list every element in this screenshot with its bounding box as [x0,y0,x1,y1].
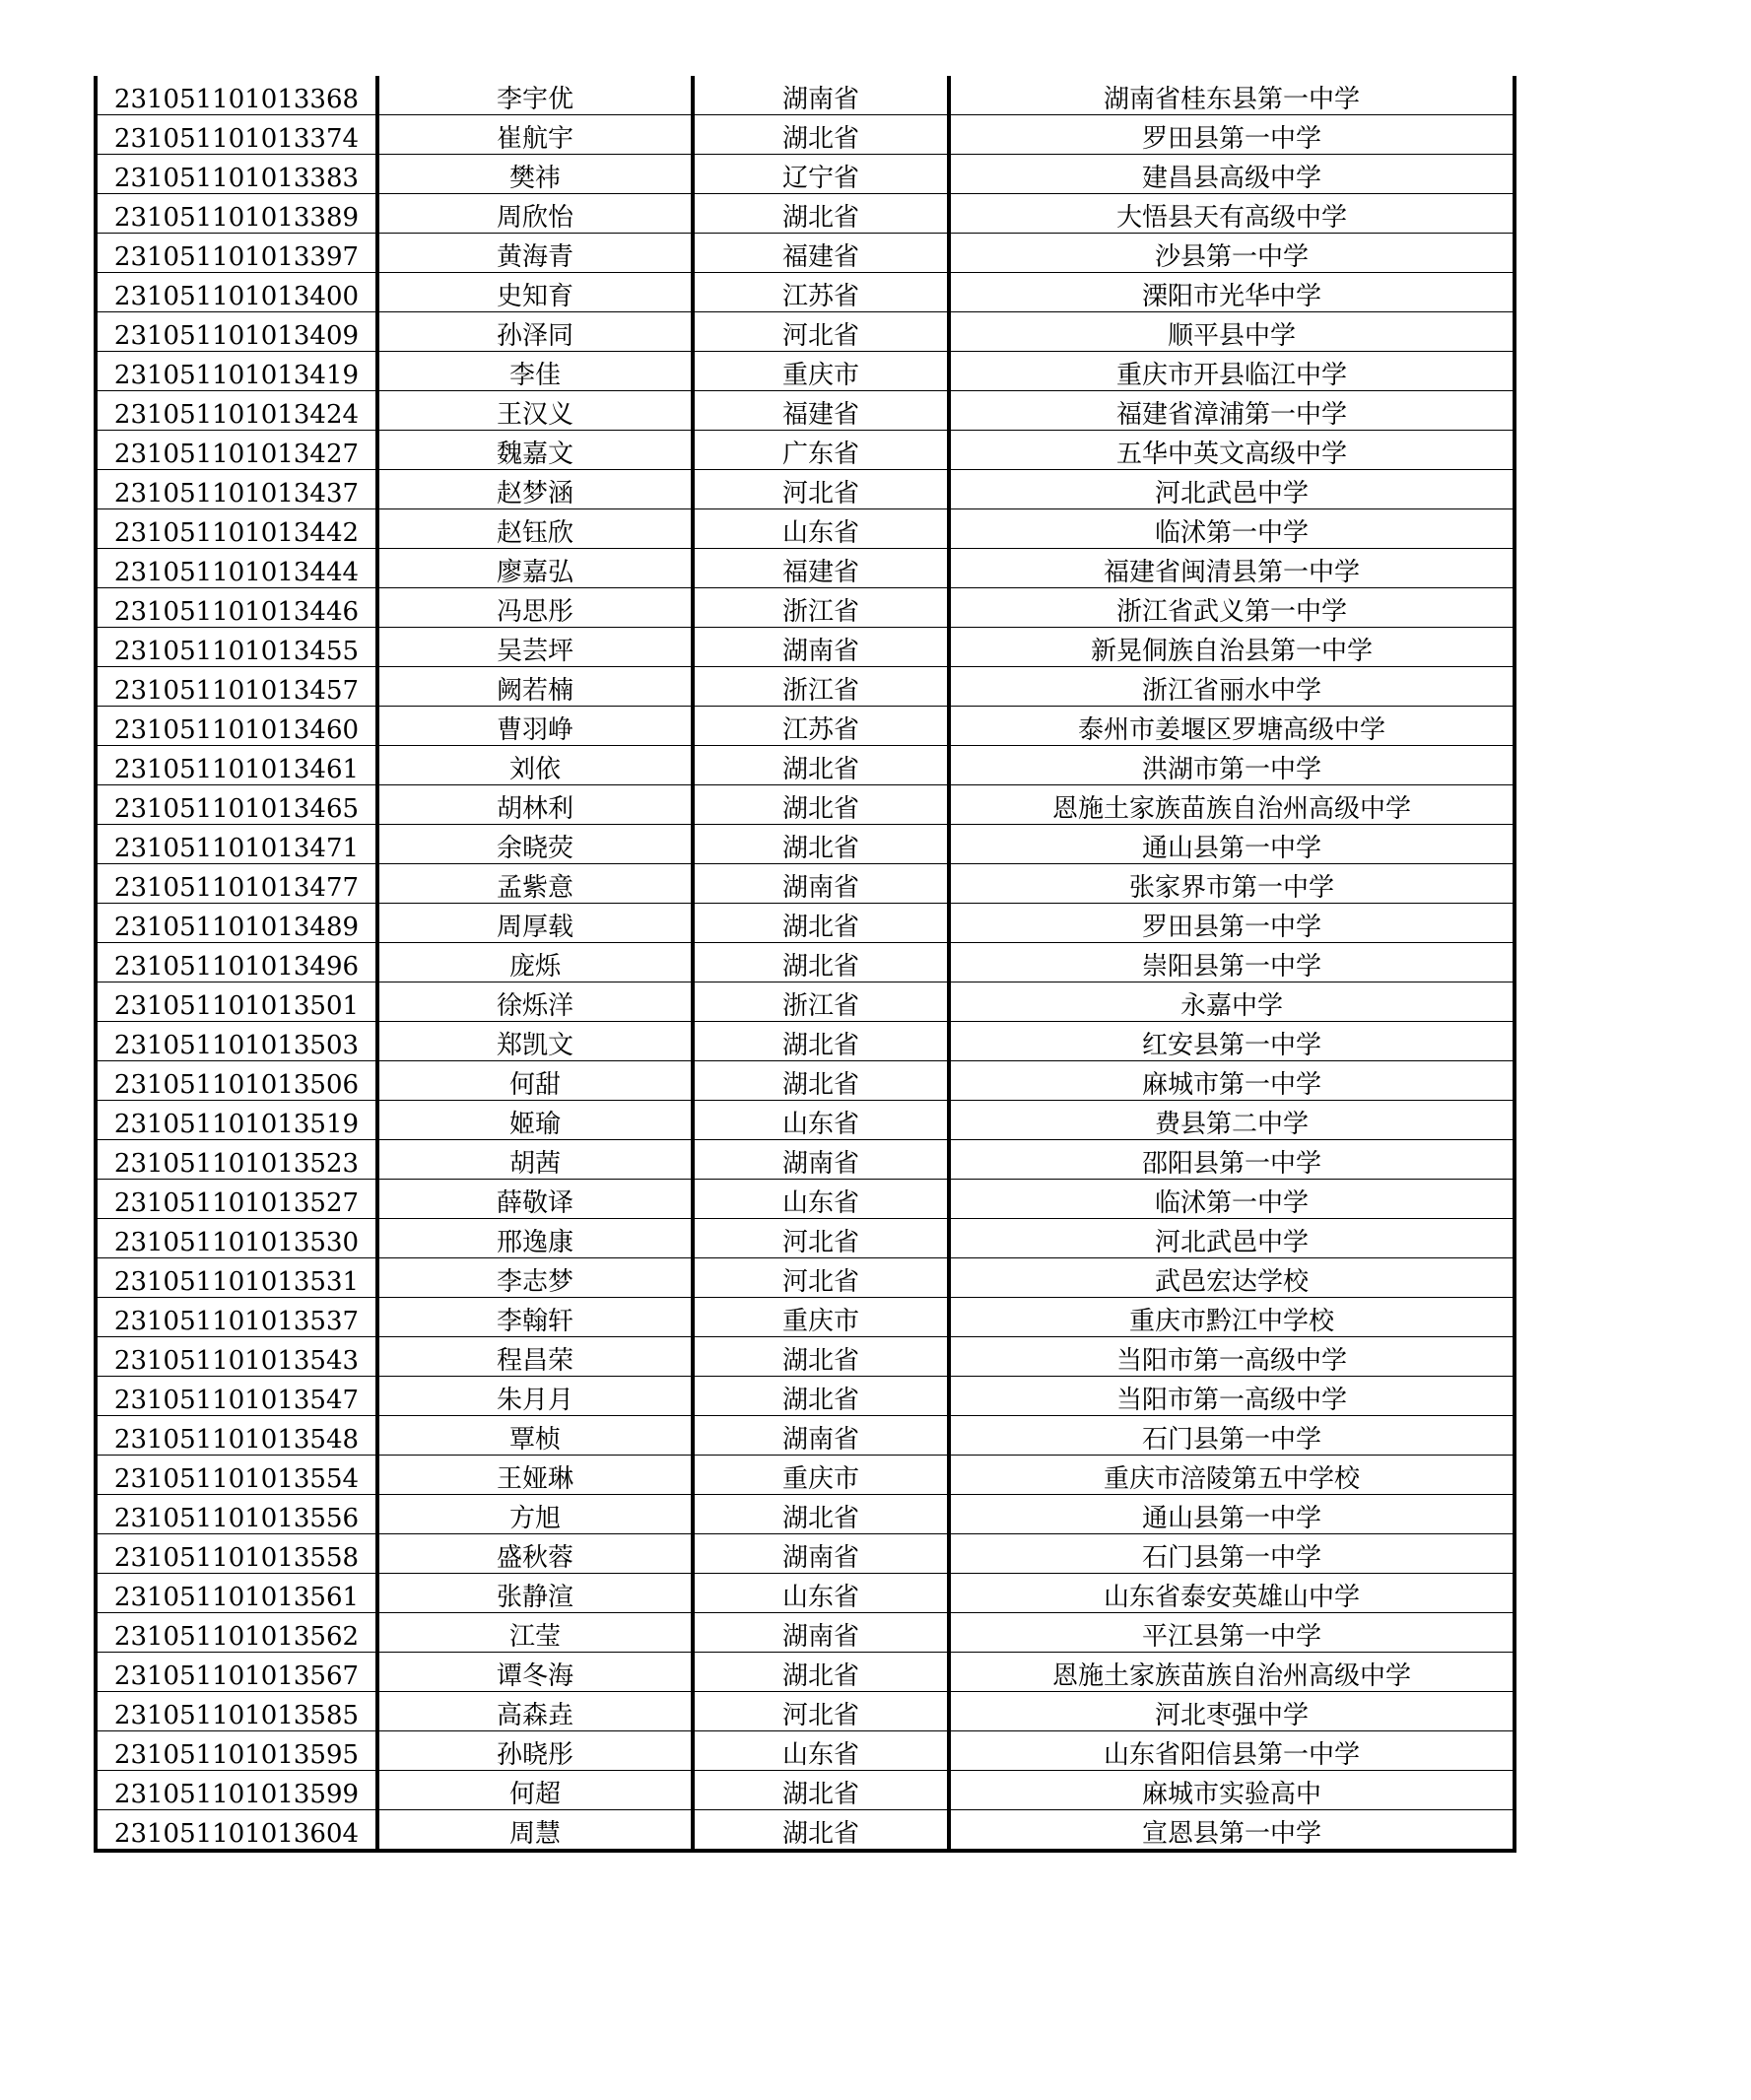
student-name-cell: 胡茜 [377,1140,693,1180]
school-cell: 福建省闽清县第一中学 [949,549,1515,588]
student-name-cell: 王汉义 [377,391,693,431]
student-name-cell: 朱月月 [377,1377,693,1416]
school-cell: 重庆市涪陵第五中学校 [949,1456,1515,1495]
student-id-cell: 231051101013506 [96,1061,377,1101]
school-cell: 河北武邑中学 [949,1219,1515,1258]
table-row [96,1061,1515,1101]
table-row [96,391,1515,431]
table-row [96,115,1515,155]
province-cell: 浙江省 [693,667,949,707]
school-cell: 崇阳县第一中学 [949,943,1515,982]
roster-table-body [96,76,1515,1851]
student-id-cell: 231051101013585 [96,1692,377,1731]
province-cell: 河北省 [693,312,949,352]
student-name-cell: 孟紫意 [377,864,693,904]
province-cell: 湖南省 [693,1140,949,1180]
student-name-cell: 何甜 [377,1061,693,1101]
school-cell: 沙县第一中学 [949,234,1515,273]
province-cell: 福建省 [693,549,949,588]
student-id-cell: 231051101013496 [96,943,377,982]
student-id-cell: 231051101013374 [96,115,377,155]
province-cell: 浙江省 [693,588,949,628]
student-id-cell: 231051101013599 [96,1771,377,1810]
student-id-cell: 231051101013389 [96,194,377,234]
province-cell: 重庆市 [693,1456,949,1495]
province-cell: 辽宁省 [693,155,949,194]
table-row [96,352,1515,391]
student-name-cell: 余晓荧 [377,825,693,864]
school-cell: 红安县第一中学 [949,1022,1515,1061]
table-row [96,1692,1515,1731]
student-name-cell: 方旭 [377,1495,693,1534]
school-cell: 福建省漳浦第一中学 [949,391,1515,431]
table-row [96,509,1515,549]
student-name-cell: 李宇优 [377,76,693,115]
student-name-cell: 程昌荣 [377,1337,693,1377]
school-cell: 溧阳市光华中学 [949,273,1515,312]
student-id-cell: 231051101013530 [96,1219,377,1258]
table-row [96,825,1515,864]
school-cell: 五华中英文高级中学 [949,431,1515,470]
student-id-cell: 231051101013424 [96,391,377,431]
student-id-cell: 231051101013595 [96,1731,377,1771]
table-row [96,1771,1515,1810]
student-id-cell: 231051101013556 [96,1495,377,1534]
table-row [96,1731,1515,1771]
province-cell: 广东省 [693,431,949,470]
school-cell: 武邑宏达学校 [949,1258,1515,1298]
province-cell: 山东省 [693,509,949,549]
province-cell: 湖北省 [693,785,949,825]
student-id-cell: 231051101013567 [96,1653,377,1692]
student-id-cell: 231051101013427 [96,431,377,470]
student-name-cell: 张静渲 [377,1574,693,1613]
student-name-cell: 邢逸康 [377,1219,693,1258]
student-id-cell: 231051101013444 [96,549,377,588]
province-cell: 湖南省 [693,76,949,115]
school-cell: 宣恩县第一中学 [949,1810,1515,1852]
school-cell: 山东省泰安英雄山中学 [949,1574,1515,1613]
student-id-cell: 231051101013543 [96,1337,377,1377]
school-cell: 重庆市开县临江中学 [949,352,1515,391]
student-name-cell: 李翰轩 [377,1298,693,1337]
student-name-cell: 李志梦 [377,1258,693,1298]
school-cell: 恩施土家族苗族自治州高级中学 [949,785,1515,825]
student-id-cell: 231051101013501 [96,982,377,1022]
student-id-cell: 231051101013531 [96,1258,377,1298]
school-cell: 麻城市第一中学 [949,1061,1515,1101]
student-name-cell: 史知育 [377,273,693,312]
table-row [96,76,1515,115]
student-name-cell: 高森垚 [377,1692,693,1731]
student-id-cell: 231051101013465 [96,785,377,825]
student-id-cell: 231051101013477 [96,864,377,904]
table-row [96,746,1515,785]
school-cell: 大悟县天有高级中学 [949,194,1515,234]
table-row [96,864,1515,904]
school-cell: 浙江省武义第一中学 [949,588,1515,628]
student-id-cell: 231051101013368 [96,76,377,115]
school-cell: 新晃侗族自治县第一中学 [949,628,1515,667]
student-id-cell: 231051101013437 [96,470,377,509]
province-cell: 湖北省 [693,1061,949,1101]
school-cell: 河北武邑中学 [949,470,1515,509]
student-name-cell: 周欣怡 [377,194,693,234]
student-name-cell: 胡林利 [377,785,693,825]
student-name-cell: 孙泽同 [377,312,693,352]
student-name-cell: 盛秋蓉 [377,1534,693,1574]
student-id-cell: 231051101013519 [96,1101,377,1140]
school-cell: 临沭第一中学 [949,509,1515,549]
province-cell: 湖北省 [693,943,949,982]
province-cell: 湖北省 [693,1771,949,1810]
roster-table [94,76,1516,1853]
school-cell: 恩施土家族苗族自治州高级中学 [949,1653,1515,1692]
province-cell: 湖南省 [693,1613,949,1653]
province-cell: 河北省 [693,470,949,509]
province-cell: 山东省 [693,1574,949,1613]
table-row [96,431,1515,470]
province-cell: 江苏省 [693,707,949,746]
table-row [96,785,1515,825]
table-row [96,1298,1515,1337]
student-id-cell: 231051101013537 [96,1298,377,1337]
province-cell: 湖北省 [693,1337,949,1377]
student-id-cell: 231051101013460 [96,707,377,746]
student-name-cell: 王娅琳 [377,1456,693,1495]
school-cell: 邵阳县第一中学 [949,1140,1515,1180]
table-row [96,588,1515,628]
student-name-cell: 黄海青 [377,234,693,273]
student-name-cell: 刘依 [377,746,693,785]
table-row [96,1337,1515,1377]
table-row [96,1456,1515,1495]
student-id-cell: 231051101013547 [96,1377,377,1416]
school-cell: 临沭第一中学 [949,1180,1515,1219]
table-row [96,273,1515,312]
student-name-cell: 覃桢 [377,1416,693,1456]
student-name-cell: 曹羽峥 [377,707,693,746]
student-name-cell: 魏嘉文 [377,431,693,470]
province-cell: 福建省 [693,234,949,273]
student-id-cell: 231051101013503 [96,1022,377,1061]
student-name-cell: 薛敬译 [377,1180,693,1219]
table-row [96,1574,1515,1613]
school-cell: 山东省阳信县第一中学 [949,1731,1515,1771]
student-name-cell: 赵钰欣 [377,509,693,549]
student-id-cell: 231051101013461 [96,746,377,785]
province-cell: 湖北省 [693,904,949,943]
table-row [96,707,1515,746]
province-cell: 湖北省 [693,746,949,785]
province-cell: 湖北省 [693,1810,949,1852]
school-cell: 泰州市姜堰区罗塘高级中学 [949,707,1515,746]
student-name-cell: 廖嘉弘 [377,549,693,588]
student-id-cell: 231051101013397 [96,234,377,273]
student-name-cell: 樊祎 [377,155,693,194]
table-row [96,470,1515,509]
table-row [96,194,1515,234]
table-row [96,1534,1515,1574]
province-cell: 山东省 [693,1731,949,1771]
school-cell: 永嘉中学 [949,982,1515,1022]
student-id-cell: 231051101013383 [96,155,377,194]
student-name-cell: 阙若楠 [377,667,693,707]
province-cell: 湖南省 [693,1534,949,1574]
table-row [96,1416,1515,1456]
student-id-cell: 231051101013604 [96,1810,377,1852]
student-name-cell: 赵梦涵 [377,470,693,509]
student-name-cell: 冯思彤 [377,588,693,628]
table-row [96,1180,1515,1219]
province-cell: 福建省 [693,391,949,431]
school-cell: 罗田县第一中学 [949,904,1515,943]
school-cell: 罗田县第一中学 [949,115,1515,155]
student-name-cell: 孙晓彤 [377,1731,693,1771]
province-cell: 湖北省 [693,115,949,155]
table-row [96,1653,1515,1692]
province-cell: 湖北省 [693,825,949,864]
school-cell: 河北枣强中学 [949,1692,1515,1731]
student-name-cell: 崔航宇 [377,115,693,155]
province-cell: 山东省 [693,1180,949,1219]
province-cell: 浙江省 [693,982,949,1022]
student-name-cell: 江莹 [377,1613,693,1653]
table-row [96,1613,1515,1653]
student-id-cell: 231051101013457 [96,667,377,707]
student-id-cell: 231051101013527 [96,1180,377,1219]
student-id-cell: 231051101013558 [96,1534,377,1574]
school-cell: 洪湖市第一中学 [949,746,1515,785]
province-cell: 重庆市 [693,1298,949,1337]
student-id-cell: 231051101013400 [96,273,377,312]
table-row [96,1101,1515,1140]
student-id-cell: 231051101013442 [96,509,377,549]
school-cell: 通山县第一中学 [949,825,1515,864]
school-cell: 重庆市黔江中学校 [949,1298,1515,1337]
school-cell: 通山县第一中学 [949,1495,1515,1534]
province-cell: 江苏省 [693,273,949,312]
student-id-cell: 231051101013455 [96,628,377,667]
student-id-cell: 231051101013554 [96,1456,377,1495]
table-row [96,1022,1515,1061]
province-cell: 河北省 [693,1692,949,1731]
province-cell: 河北省 [693,1258,949,1298]
student-name-cell: 吴芸坪 [377,628,693,667]
table-row [96,982,1515,1022]
province-cell: 山东省 [693,1101,949,1140]
school-cell: 顺平县中学 [949,312,1515,352]
province-cell: 湖北省 [693,1377,949,1416]
student-id-cell: 231051101013419 [96,352,377,391]
school-cell: 张家界市第一中学 [949,864,1515,904]
table-row [96,1140,1515,1180]
table-row [96,943,1515,982]
school-cell: 湖南省桂东县第一中学 [949,76,1515,115]
province-cell: 湖北省 [693,1495,949,1534]
student-id-cell: 231051101013471 [96,825,377,864]
province-cell: 湖南省 [693,864,949,904]
table-row [96,1219,1515,1258]
province-cell: 重庆市 [693,352,949,391]
student-id-cell: 231051101013561 [96,1574,377,1613]
table-row [96,1810,1515,1852]
table-row [96,1495,1515,1534]
table-row [96,1258,1515,1298]
province-cell: 湖北省 [693,194,949,234]
student-name-cell: 庞烁 [377,943,693,982]
province-cell: 湖南省 [693,628,949,667]
school-cell: 建昌县高级中学 [949,155,1515,194]
school-cell: 平江县第一中学 [949,1613,1515,1653]
student-id-cell: 231051101013562 [96,1613,377,1653]
province-cell: 湖北省 [693,1022,949,1061]
province-cell: 湖北省 [693,1653,949,1692]
student-id-cell: 231051101013446 [96,588,377,628]
school-cell: 费县第二中学 [949,1101,1515,1140]
table-row [96,628,1515,667]
student-name-cell: 郑凯文 [377,1022,693,1061]
table-row [96,904,1515,943]
school-cell: 当阳市第一高级中学 [949,1377,1515,1416]
school-cell: 石门县第一中学 [949,1534,1515,1574]
table-row [96,312,1515,352]
student-name-cell: 何超 [377,1771,693,1810]
student-name-cell: 徐烁洋 [377,982,693,1022]
student-name-cell: 姬瑜 [377,1101,693,1140]
school-cell: 当阳市第一高级中学 [949,1337,1515,1377]
school-cell: 石门县第一中学 [949,1416,1515,1456]
school-cell: 麻城市实验高中 [949,1771,1515,1810]
province-cell: 湖南省 [693,1416,949,1456]
student-id-cell: 231051101013548 [96,1416,377,1456]
table-row [96,667,1515,707]
table-row [96,155,1515,194]
province-cell: 河北省 [693,1219,949,1258]
student-name-cell: 周慧 [377,1810,693,1852]
table-row [96,549,1515,588]
school-cell: 浙江省丽水中学 [949,667,1515,707]
student-id-cell: 231051101013489 [96,904,377,943]
table-row [96,234,1515,273]
student-name-cell: 周厚载 [377,904,693,943]
student-id-cell: 231051101013409 [96,312,377,352]
student-name-cell: 李佳 [377,352,693,391]
table-row [96,1377,1515,1416]
student-name-cell: 谭冬海 [377,1653,693,1692]
student-id-cell: 231051101013523 [96,1140,377,1180]
